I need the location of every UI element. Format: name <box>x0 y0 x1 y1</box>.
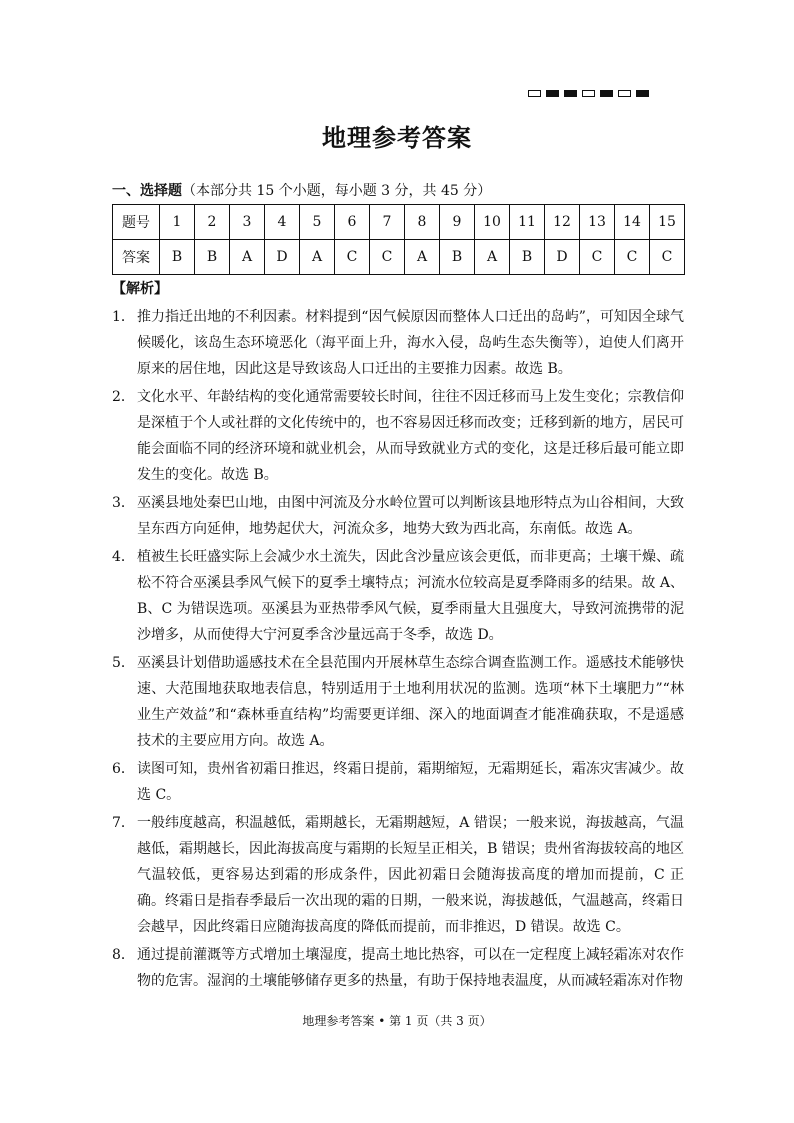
analysis-item-text: 植被生长旺盛实际上会减少水土流失，因此含沙量应该会更低，而非更高；土壤干燥、疏松不符合巫溪县季风气候下的夏季土壤特点；河流水位较高是夏季降雨多的结果。故 A、B、C 为错误选项。巫溪县为亚热带季风气候，夏季雨量大且强度大，导致河流携带的泥沙增多，从而使得大宁河夏季含沙量远高于冬季，故选 D。 <box>137 549 684 643</box>
answer-cell: A <box>300 240 335 275</box>
answer-cell: D <box>545 240 580 275</box>
question-number-cell: 9 <box>440 205 475 240</box>
answer-cell: B <box>195 240 230 275</box>
analysis-item <box>112 942 684 994</box>
answer-cell: C <box>615 240 650 275</box>
analysis-list <box>112 304 684 996</box>
header-mark <box>582 90 595 97</box>
analysis-item <box>112 490 684 542</box>
analysis-item <box>112 304 684 382</box>
answer-cell: C <box>335 240 370 275</box>
page-title: 地理参考答案 <box>322 123 472 152</box>
analysis-item-number: 6． <box>112 761 135 777</box>
answer-table <box>112 204 685 275</box>
header-mark <box>546 90 559 97</box>
answer-row <box>113 240 685 275</box>
analysis-item <box>112 810 684 940</box>
header-mark <box>528 90 541 97</box>
question-number-cell: 7 <box>370 205 405 240</box>
question-number-cell: 1 <box>160 205 195 240</box>
row-label-number: 题号 <box>113 205 160 240</box>
row-label-answer: 答案 <box>113 240 160 275</box>
question-number-cell: 5 <box>300 205 335 240</box>
analysis-item-text: 读图可知，贵州省初霜日推迟，终霜日提前，霜期缩短，无霜期延长，霜冻灾害减少。故选 C。 <box>137 761 684 803</box>
analysis-item-text: 通过提前灌溉等方式增加土壤湿度，提高土地比热容，可以在一定程度上减轻霜冻对农作物的危害。湿润的土壤能够储存更多的热量，有助于保持地表温度，从而减轻霜冻对作物 <box>137 947 684 989</box>
analysis-item-text: 文化水平、年龄结构的变化通常需要较长时间，往往不因迁移而马上发生变化；宗教信仰是深植于个人或社群的文化传统中的，也不容易因迁移而改变；迁移到新的地方，居民可能会面临不同的经济环境和就业机会，从而导致就业方式的变化，这是迁移后最可能立即发生的变化。故选 B。 <box>137 389 684 483</box>
question-number-cell: 2 <box>195 205 230 240</box>
analysis-item-number: 7． <box>112 815 135 831</box>
question-number-cell: 14 <box>615 205 650 240</box>
analysis-item-text: 一般纬度越高，积温越低，霜期越长，无霜期越短，A 错误；一般来说，海拔越高，气温越低，霜期越长，因此海拔高度与霜期的长短呈正相关，B 错误；贵州省海拔较高的地区气温较低，更容易达到霜的形成条件，因此初霜日会随海拔高度的增加而提前，C 正确。终霜日是指春季最后一次出现的霜的日期，一般来说，海拔越低，气温越高，终霜日会越早，因此终霜日应随海拔高度的降低而提前，而非推迟，D 错误。故选 C。 <box>137 815 684 935</box>
analysis-item-number: 8． <box>112 947 135 963</box>
number-row <box>113 205 685 240</box>
answer-cell: A <box>230 240 265 275</box>
analysis-item <box>112 544 684 648</box>
question-number-cell: 15 <box>650 205 685 240</box>
question-number-cell: 12 <box>545 205 580 240</box>
analysis-item <box>112 650 684 754</box>
question-number-cell: 11 <box>510 205 545 240</box>
question-number-cell: 4 <box>265 205 300 240</box>
answer-cell: B <box>440 240 475 275</box>
answer-cell: C <box>580 240 615 275</box>
question-number-cell: 13 <box>580 205 615 240</box>
header-mark <box>618 90 631 97</box>
analysis-item-number: 5． <box>112 655 135 671</box>
analysis-item-number: 3． <box>112 495 135 511</box>
analysis-item-number: 4． <box>112 549 135 565</box>
question-number-cell: 6 <box>335 205 370 240</box>
answer-cell: C <box>650 240 685 275</box>
header-mark <box>564 90 577 97</box>
answer-cell: D <box>265 240 300 275</box>
answer-cell: C <box>370 240 405 275</box>
section-title: 一、选择题 <box>112 183 182 199</box>
header-mark <box>636 90 649 97</box>
section-note: （本部分共 15 个小题，每小题 3 分，共 45 分） <box>182 183 492 199</box>
analysis-item <box>112 756 684 808</box>
analysis-item <box>112 384 684 488</box>
header-mark <box>600 90 613 97</box>
section-heading <box>112 180 491 200</box>
analysis-item-text: 巫溪县地处秦巴山地，由图中河流及分水岭位置可以判断该县地形特点为山谷相间，大致呈东西方向延伸，地势起伏大，河流众多，地势大致为西北高，东南低。故选 A。 <box>137 495 684 537</box>
answer-cell: A <box>475 240 510 275</box>
analysis-item-number: 1． <box>112 309 135 325</box>
analysis-item-text: 巫溪县计划借助遥感技术在全县范围内开展林草生态综合调查监测工作。遥感技术能够快速、大范围地获取地表信息，特别适用于土地利用状况的监测。选项“林下土壤肥力”“林业生产效益”和“森林垂直结构”均需要更详细、深入的地面调查才能准确获取，不是遥感技术的主要应用方向。故选 A。 <box>137 655 684 749</box>
analysis-item-number: 2． <box>112 389 135 405</box>
analysis-item-text: 推力指迁出地的不利因素。材料提到“因气候原因而整体人口迁出的岛屿”，可知因全球气候暖化，该岛生态环境恶化（海平面上升，海水入侵，岛屿生态失衡等），迫使人们离开原来的居住地，因此这是导致该岛人口迁出的主要推力因素。故选 B。 <box>137 309 684 377</box>
question-number-cell: 8 <box>405 205 440 240</box>
header-marks <box>528 90 649 97</box>
answer-cell: B <box>510 240 545 275</box>
question-number-cell: 3 <box>230 205 265 240</box>
answer-cell: A <box>405 240 440 275</box>
question-number-cell: 10 <box>475 205 510 240</box>
analysis-heading: 【解析】 <box>112 281 168 297</box>
answer-cell: B <box>160 240 195 275</box>
page-footer: 地理参考答案 • 第 1 页（共 3 页） <box>302 1014 492 1028</box>
